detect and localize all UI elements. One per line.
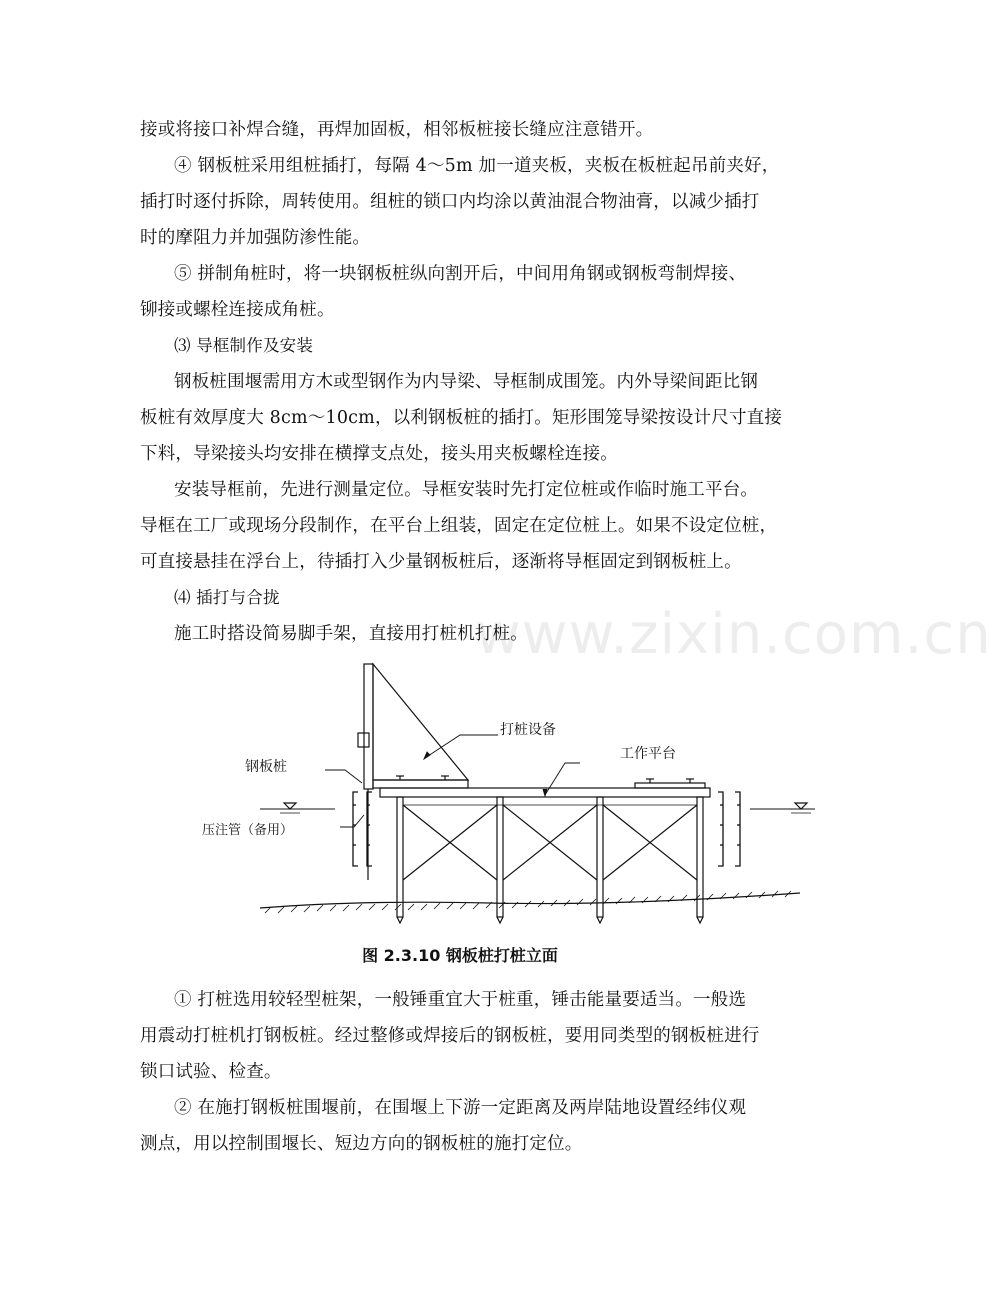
paragraph-line: ⑤ 拼制角桩时，将一块钢板桩纵向割开后，中间用角钢或钢板弯制焊接、 [174, 264, 747, 284]
pile-driver-frame [373, 664, 468, 788]
paragraph-line: 可直接悬挂在浮台上，待插打入少量钢板桩后，逐渐将导框固定到钢板桩上。 [140, 552, 742, 572]
paragraph-line: 钢板桩围堰需用方木或型钢作为内导梁、导框制成围笼。内外导梁间距比钢 [174, 372, 759, 392]
ground-line [260, 893, 800, 908]
label-pile-driver: 打桩设备 [500, 722, 556, 738]
section-heading: ⑷ 插打与合拢 [174, 588, 280, 607]
label-work-platform: 工作平台 [620, 746, 676, 762]
paragraph-line: 铆接或螺栓连接成角桩。 [140, 300, 335, 320]
paragraph-line: ② 在施打钢板桩围堰前，在围堰上下游一定距离及两岸陆地设置经纬仪观 [174, 1098, 747, 1118]
ground-hatch [265, 891, 791, 913]
leader-lines [325, 735, 580, 827]
label-grout-pipe: 压注管（备用） [202, 823, 294, 838]
paragraph-line: 施工时搭设简易脚手架，直接用打桩机打桩。 [174, 624, 528, 644]
paragraph-line: ④ 钢板桩采用组桩插打，每隔 4～5m 加一道夹板，夹板在板桩起吊前夹好， [174, 156, 780, 176]
paragraph-line: 导框在工厂或现场分段制作，在平台上组装，固定在定位桩上。如果不设定位桩， [140, 516, 778, 536]
water-level-left [260, 803, 335, 813]
paragraph-line: 用震动打桩机打钢板桩。经过整修或焊接后的钢板桩，要用同类型的钢板桩进行 [140, 1026, 760, 1046]
paragraph-line: 测点，用以控制围堰长、短边方向的钢板桩的施打定位。 [140, 1134, 583, 1154]
paragraph-line: 插打时逐付拆除，周转使用。组桩的锁口内均涂以黄油混合物油膏，以减少插打 [140, 192, 760, 212]
label-steel-sheet-pile: 钢板桩 [245, 759, 287, 775]
pile-driving-elevation-figure [202, 655, 810, 930]
paragraph-line: ① 打桩选用较轻型桩架，一般锤重宜大于桩重，锤击能量要适当。一般选 [174, 990, 747, 1010]
watermark: www.zixin.com.cn [475, 602, 992, 667]
paragraph-line: 板桩有效厚度大 8cm～10cm，以利钢板桩的插打。矩形围笼导梁按设计尺寸直接 [140, 408, 783, 428]
sheet-pile-right [718, 792, 740, 866]
paragraph-line: 下料，导梁接头均安排在横撑支点处，接头用夹板螺栓连接。 [140, 444, 618, 464]
pile-driver-mast [358, 664, 373, 880]
paragraph-line: 接或将接口补焊合缝，再焊加固板，相邻板桩接长缝应注意错开。 [140, 120, 654, 140]
figure-caption: 图 2.3.10 钢板桩打桩立面 [362, 946, 558, 965]
water-level-right [750, 803, 815, 813]
section-heading: ⑶ 导框制作及安装 [174, 336, 314, 355]
paragraph-line: 时的摩阻力并加强防渗性能。 [140, 228, 371, 248]
cross-bracing [403, 805, 697, 880]
sheet-pile-left [353, 792, 372, 866]
paragraph-line: 锁口试验、检查。 [140, 1062, 282, 1082]
paragraph-line: 安装导框前，先进行测量定位。导框安装时先打定位桩或作临时施工平台。 [174, 480, 759, 500]
